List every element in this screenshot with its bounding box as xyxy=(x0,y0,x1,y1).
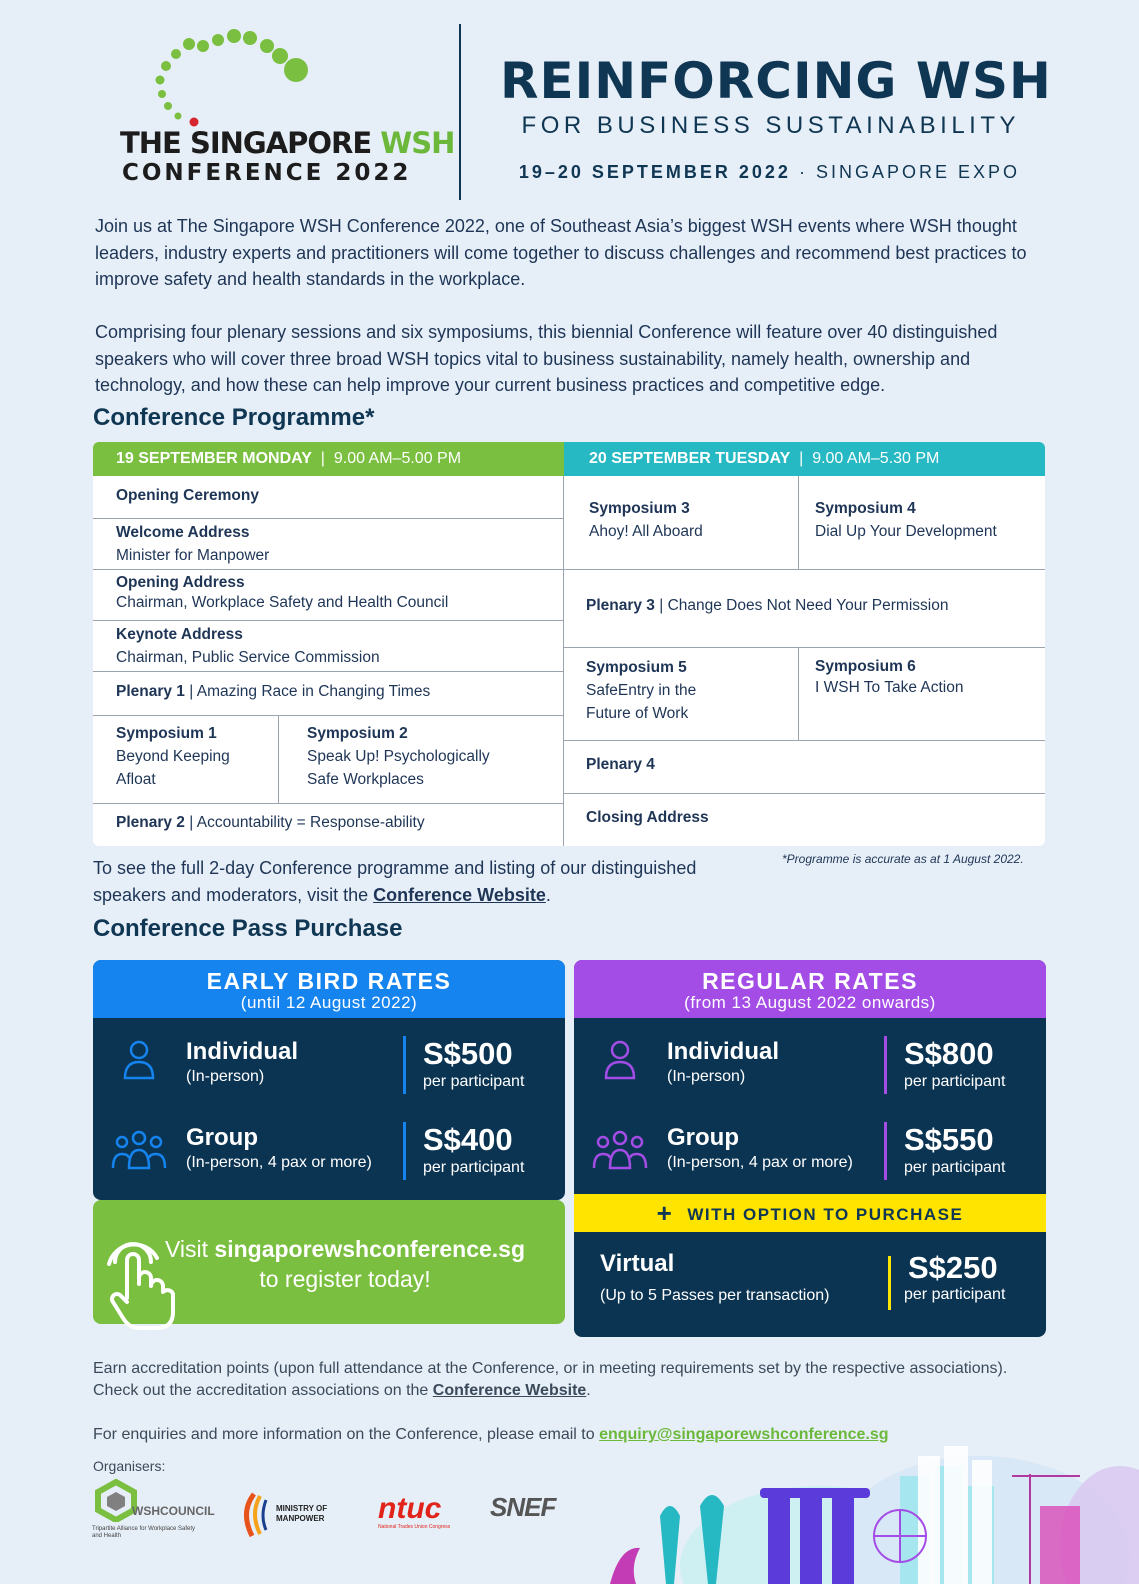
virtual-name: Virtual xyxy=(600,1250,675,1277)
day2-header: 20 SEPTEMBER TUESDAY | 9.00 AM–5.30 PM xyxy=(564,442,1045,476)
header-divider xyxy=(459,24,461,200)
early-bird-card xyxy=(93,960,565,1200)
opening-ceremony: Opening Ceremony xyxy=(116,487,259,504)
symposium-6: Symposium 6 I WSH To Take Action xyxy=(815,658,964,696)
early-bird-header: EARLY BIRD RATES (until 12 August 2022) xyxy=(93,960,565,1018)
programme-title: Conference Programme* xyxy=(93,404,375,431)
register-box[interactable] xyxy=(93,1200,565,1324)
symposium-5: Symposium 5 SafeEntry in the Future of Work xyxy=(586,659,697,722)
ntuc-logo: ntuc National Trades Union Congress xyxy=(378,1492,451,1530)
symposium-2: Symposium 2 Speak Up! Psychologically Safe Workplaces xyxy=(307,725,490,788)
day1-header: 19 SEPTEMBER MONDAY | 9.00 AM–5.00 PM xyxy=(93,442,564,476)
plenary-3: Plenary 3 | Change Does Not Need Your Permission xyxy=(586,597,949,614)
early-individual-name: Individual xyxy=(186,1038,299,1065)
person-icon xyxy=(121,1038,157,1082)
mom-emblem-icon xyxy=(238,1490,272,1538)
logo-subtitle: CONFERENCE 2022 xyxy=(122,160,412,186)
group-icon xyxy=(592,1128,648,1170)
opening-address: Opening Address Chairman, Workplace Safety and Health Council xyxy=(116,574,449,611)
regular-group-desc: (In-person, 4 pax or more) xyxy=(667,1154,853,1171)
regular-individual-price: S$800 xyxy=(904,1036,994,1071)
symposium-1: Symposium 1 Beyond Keeping Afloat xyxy=(116,725,230,788)
symposium-4: Symposium 4 Dial Up Your Development xyxy=(815,500,997,540)
early-group-desc: (In-person, 4 pax or more) xyxy=(186,1154,372,1171)
regular-rates-card xyxy=(574,960,1046,1337)
mom-logo: MINISTRY OF MANPOWER xyxy=(238,1490,348,1536)
virtual-desc: (Up to 5 Passes per transaction) xyxy=(600,1287,830,1304)
early-group-per: per participant xyxy=(423,1159,525,1176)
event-date-venue: 19–20 SEPTEMBER 2022 · SINGAPORE EXPO xyxy=(518,162,1020,182)
logo-title: THE SINGAPORE WSH xyxy=(120,126,455,160)
symposium-3: Symposium 3 Ahoy! All Aboard xyxy=(589,500,703,540)
programme-note: *Programme is accurate as at 1 August 2022. xyxy=(782,852,1024,866)
plus-icon: + xyxy=(656,1198,674,1228)
full-programme-text: To see the full 2-day Conference programme and listing of our distinguished speakers and moderators, visit the Conference Website. xyxy=(93,858,697,905)
plenary-1: Plenary 1 | Amazing Race in Changing Times xyxy=(116,683,431,700)
virtual-price: S$250 xyxy=(908,1250,998,1285)
register-url-link[interactable]: singaporewshconference.sg xyxy=(214,1236,526,1262)
accreditation-text: Earn accreditation points (upon full attendance at the Conference, or in meeting requirements set by the respective associations). Check out the accreditation associations on the Conference Website. xyxy=(93,1360,1008,1399)
regular-group-name: Group xyxy=(667,1124,739,1151)
register-text: Visit singaporewshconference.sg to register today! xyxy=(164,1236,526,1292)
early-individual-per: per participant xyxy=(423,1073,525,1090)
regular-individual-name: Individual xyxy=(667,1038,780,1065)
person-icon xyxy=(602,1038,638,1082)
conference-logo-graphic xyxy=(150,26,310,130)
regular-group-price: S$550 xyxy=(904,1122,994,1157)
intro-paragraph-2: Comprising four plenary sessions and six symposiums, this biennial Conference will feature over 40 distinguished speakers who will cover three broad WSH topics vital to business sustainability, namely health, ownership and technology, and how these can help improve your current business practices and competitive edge. xyxy=(95,322,998,395)
virtual-per: per participant xyxy=(904,1286,1006,1303)
regular-individual-per: per participant xyxy=(904,1073,1006,1090)
option-to-purchase-banner: + WITH OPTION TO PURCHASE xyxy=(574,1194,1046,1232)
organisers-label: Organisers: xyxy=(93,1458,166,1474)
snef-logo: SNEF xyxy=(490,1492,556,1522)
welcome-address: Welcome Address Minister for Manpower xyxy=(116,524,270,564)
early-group-price: S$400 xyxy=(423,1122,513,1157)
page-title: REINFORCING WSH xyxy=(500,52,1052,110)
enquiry-email-link[interactable]: enquiry@singaporewshconference.sg xyxy=(599,1426,889,1443)
programme-table xyxy=(93,442,1045,846)
group-icon xyxy=(111,1128,167,1170)
intro-paragraph-1: Join us at The Singapore WSH Conference 2022, one of Southeast Asia’s biggest WSH events where WSH thought leaders, industry experts and practitioners will come together to discuss challenges and recommend best practices to improve safety and health standards in the workplace. xyxy=(95,216,1027,289)
closing-address: Closing Address xyxy=(586,809,709,826)
accreditation-website-link[interactable]: Conference Website xyxy=(432,1382,587,1399)
pass-purchase-title: Conference Pass Purchase xyxy=(93,915,403,942)
regular-group-per: per participant xyxy=(904,1159,1006,1176)
regular-individual-desc: (In-person) xyxy=(667,1068,746,1085)
early-individual-price: S$500 xyxy=(423,1036,513,1071)
conference-website-link[interactable]: Conference Website xyxy=(373,885,546,905)
early-group-name: Group xyxy=(186,1124,258,1151)
plenary-2: Plenary 2 | Accountability = Response-ability xyxy=(116,814,425,831)
singapore-skyline-illustration xyxy=(600,1436,1139,1584)
early-individual-desc: (In-person) xyxy=(186,1068,265,1085)
wsh-council-logo: WSHCOUNCIL Tripartite Alliance for Workplace Safety and Health xyxy=(92,1478,222,1548)
enquiry-text: For enquiries and more information on the Conference, please email to enquiry@singaporewshconference.sg xyxy=(93,1426,889,1443)
regular-header: REGULAR RATES (from 13 August 2022 onwards) xyxy=(574,960,1046,1018)
page-subtitle: FOR BUSINESS SUSTAINABILITY xyxy=(521,112,1020,139)
keynote-address: Keynote Address Chairman, Public Service Commission xyxy=(116,626,380,666)
plenary-4: Plenary 4 xyxy=(586,756,655,773)
